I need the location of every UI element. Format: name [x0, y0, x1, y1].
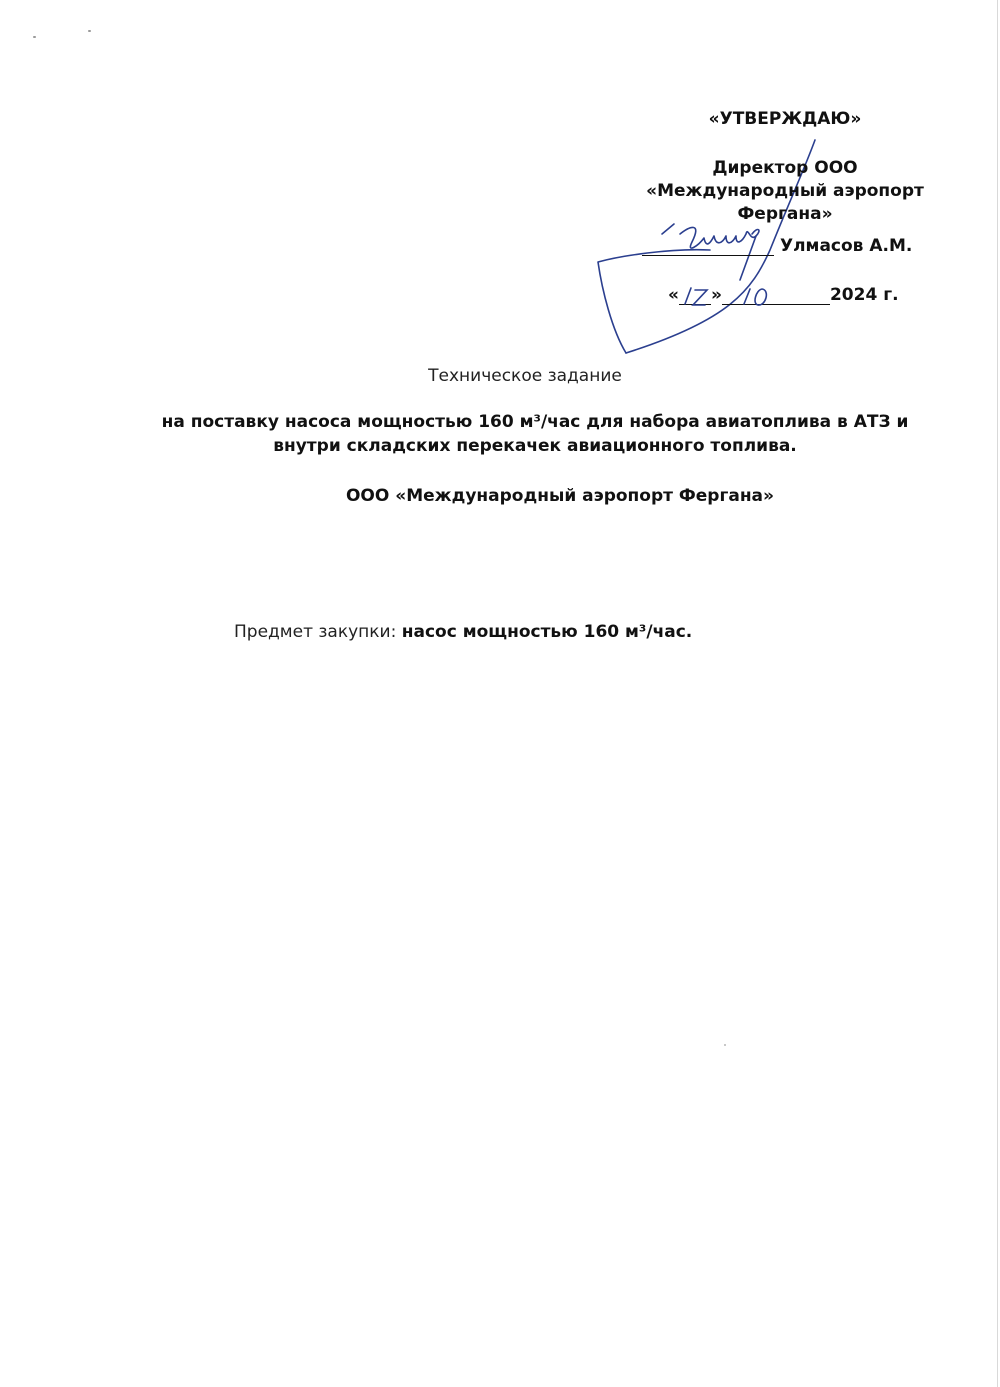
director-position: Директор ООО	[712, 158, 858, 178]
document-type: Техническое задание	[428, 366, 622, 386]
date-day-blank	[679, 286, 711, 305]
handwritten-day	[679, 286, 711, 308]
signatory-name: Улмасов А.М.	[780, 236, 913, 256]
scan-speck	[33, 36, 36, 38]
document-subject	[100, 410, 970, 458]
signature-row	[642, 236, 912, 256]
procurement-subject	[234, 622, 692, 642]
date-month-blank	[722, 286, 830, 305]
date-year: 2024 г.	[829, 285, 899, 305]
approval-heading: «УТВЕРЖДАЮ»	[708, 109, 862, 129]
date-close-quote: »	[710, 285, 722, 305]
procurement-label: Предмет закупки:	[234, 622, 397, 642]
scan-speck	[88, 30, 91, 32]
handwritten-month	[722, 286, 830, 308]
scan-speck	[724, 1044, 726, 1046]
company-name-line: «Международный аэропорт	[646, 181, 924, 201]
subject-line: внутри складских перекачек авиационного топлива.	[273, 436, 797, 456]
approval-date	[668, 285, 899, 305]
page-edge-line	[997, 0, 998, 1387]
approval-block	[600, 108, 970, 226]
organization-name: ООО «Международный аэропорт Фергана»	[345, 486, 775, 506]
subject-line: на поставку насоса мощностью 160 м³/час для набора авиатоплива в АТЗ и	[161, 412, 909, 432]
procurement-value: насос мощностью 160 м³/час.	[401, 622, 693, 642]
date-day-value: 17	[678, 286, 681, 287]
company-name-line: Фергана»	[737, 204, 833, 224]
date-month-value: 10	[721, 286, 724, 287]
date-open-quote: «	[668, 285, 679, 305]
signature-blank	[642, 237, 774, 256]
